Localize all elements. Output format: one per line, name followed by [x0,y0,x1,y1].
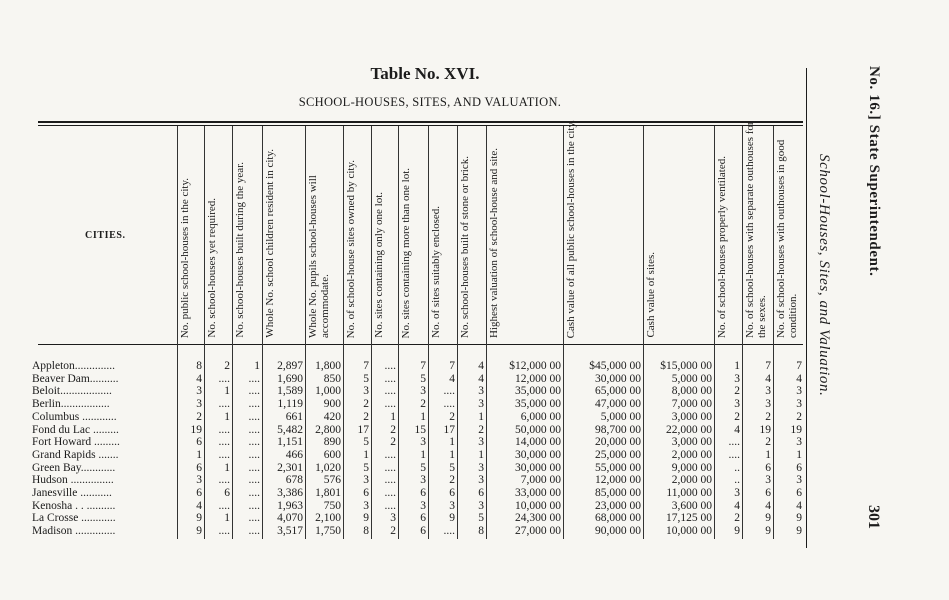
table-cell: .... [384,487,396,499]
table-cell: 4 [196,499,202,512]
table-row [32,512,812,524]
city-name: Fond du Lac ......... [32,423,119,436]
table-cell: 6 [449,487,455,499]
table-cell: 2,100 [315,512,341,525]
table-cell: 6 [420,487,426,499]
table-cell: .... [218,499,230,512]
table-cell: 1,119 [277,398,303,411]
top-rule [38,121,803,123]
table-cell: 4,070 [277,512,303,525]
table-cell: 8,000 00 [671,385,712,398]
table-cell: 4 [449,372,455,385]
section-title: School-Houses, Sites, and Valuation. [816,154,832,397]
table-cell: 3 [390,512,396,525]
table-cell: 1 [196,448,202,461]
table-cell: 4 [796,372,802,385]
table-cell: 2 [390,436,396,449]
table-cell: $15,000 00 [660,360,712,372]
table-cell: 661 [285,410,303,423]
table-cell: 466 [285,448,303,461]
table-cell: 50,000 00 [515,423,561,436]
table-cell: 2 [734,410,740,423]
table-cell: 3,517 [277,525,303,538]
table-cell: 2 [765,410,771,423]
table-cell: 6 [196,487,202,499]
table-cell: 25,000 00 [595,448,641,461]
table-cell: 2,301 [277,461,303,474]
table-cell: .... [443,385,455,398]
table-cell: 20,000 00 [595,436,641,449]
table-cell: 3 [420,385,426,398]
cities-column-header: CITIES. [85,230,126,241]
table-cell: 3 [478,398,484,411]
city-name: Kenosha . . .......... [32,499,116,512]
table-cell: 1,589 [277,385,303,398]
table-row [32,462,812,474]
column-header: No. school-houses yet required. [206,198,218,338]
column-header: No. of school-houses with separate outhouses for the sexes. [744,121,768,338]
city-name: La Crosse ............ [32,512,116,525]
table-cell: 4 [765,499,771,512]
table-row [32,436,812,448]
city-name: Berlin................. [32,398,110,411]
table-cell: 1 [478,410,484,423]
table-cell: 2 [363,410,369,423]
table-cell: .... [384,372,396,385]
table-cell: 24,300 00 [515,512,561,525]
table-row [32,411,812,423]
table-cell: 23,000 00 [595,499,641,512]
table-row [32,385,812,397]
table-cell: 2 [734,512,740,525]
table-cell: 3 [363,385,369,398]
city-name: Beaver Dam.......... [32,372,119,385]
column-header: No. of school-houses with outhouses in good condition. [775,139,799,338]
table-cell: 2 [390,525,396,538]
city-name: Janesville ........... [32,487,112,499]
table-cell: 1 [734,360,740,372]
table-cell: 33,000 00 [515,487,561,499]
table-cell: 3 [449,499,455,512]
table-cell: 14,000 00 [515,436,561,449]
table-row [32,525,812,537]
table-cell: .... [248,436,260,449]
table-cell: 2 [796,410,802,423]
table-cell: 1,151 [277,436,303,449]
table-cell: 3,386 [277,487,303,499]
table-cell: 2,800 [315,423,341,436]
table-row [32,373,812,385]
city-name: Beloit.................. [32,385,112,398]
table-cell: 11,000 00 [666,487,712,499]
table-cell: 2 [449,410,455,423]
table-cell: 3 [734,487,740,499]
table-cell: 1 [390,410,396,423]
table-cell: 600 [323,448,341,461]
table-cell: 12,000 00 [595,474,641,487]
table-cell: .... [384,499,396,512]
table-cell: 7 [449,360,455,372]
table-cell: 47,000 00 [595,398,641,411]
column-header: No. sites containing only one lot. [373,192,385,338]
table-cell: 9 [734,525,740,538]
table-cell: 3 [196,385,202,398]
table-cell: 2 [449,474,455,487]
table-cell: 30,000 00 [515,448,561,461]
table-cell: 1 [224,461,230,474]
table-cell: 3 [363,499,369,512]
city-name: Columbus ............ [32,410,117,423]
table-cell: 3 [420,499,426,512]
table-cell: 3,000 00 [671,410,712,423]
table-cell: 4 [734,423,740,436]
table-cell: .... [218,525,230,538]
table-row [32,500,812,512]
table-cell: 5 [363,461,369,474]
table-cell: 2 [478,423,484,436]
table-cell: 3 [796,398,802,411]
table-cell: 1,690 [277,372,303,385]
table-cell: 5 [420,372,426,385]
table-cell: 4 [478,372,484,385]
table-cell: .... [728,448,740,461]
table-cell: 576 [323,474,341,487]
table-row [32,474,812,486]
table-cell: 6 [765,461,771,474]
table-cell: 7,000 00 [671,398,712,411]
table-cell: 2,000 00 [671,474,712,487]
table-cell: 1 [224,385,230,398]
table-cell: 19 [759,423,771,436]
table-cell: 30,000 00 [515,461,561,474]
table-cell: 9 [765,525,771,538]
table-cell: 9 [765,512,771,525]
table-cell: 9 [363,512,369,525]
table-cell: 10,000 00 [666,525,712,538]
table-cell: 7,000 00 [520,474,561,487]
table-cell: $12,000 00 [509,360,561,372]
table-cell: .... [218,398,230,411]
table-cell: 3 [765,385,771,398]
table-cell: .... [218,436,230,449]
table-cell: 5 [420,461,426,474]
table-cell: 9 [196,512,202,525]
table-cell: 3 [796,474,802,487]
table-cell: 3 [796,385,802,398]
table-cell: 3 [478,436,484,449]
table-cell: 68,000 00 [595,512,641,525]
table-cell: .... [248,512,260,525]
table-cell: 5 [363,372,369,385]
header-bottom-rule [38,344,803,345]
table-cell: 6 [196,436,202,449]
column-header: No. sites containing more than one lot. [400,167,412,338]
table-cell: 900 [323,398,341,411]
table-cell: .... [384,398,396,411]
table-cell: 5,000 00 [671,372,712,385]
table-cell: 8 [478,525,484,538]
column-header: Whole No. pupils school-houses will accommodate. [307,175,331,338]
table-cell: 678 [285,474,303,487]
table-cell: 8 [363,525,369,538]
column-header: No. public school-houses in the city. [179,177,191,338]
table-row [32,360,812,372]
page-number: 301 [865,505,882,529]
table-cell: 3 [420,436,426,449]
running-title: No. 16.] State Superintendent. [866,66,882,277]
column-header: No. school-houses built of stone or brick. [459,155,471,338]
table-cell: 2 [390,423,396,436]
table-cell: 6 [478,487,484,499]
table-cell: .... [248,461,260,474]
table-cell: 12,000 00 [515,372,561,385]
table-cell: 7 [420,360,426,372]
table-cell: 27,000 00 [515,525,561,538]
table-cell: 1,800 [315,360,341,372]
table-cell: 3 [363,474,369,487]
table-cell: 2 [734,385,740,398]
top-rule-thin [38,125,803,126]
table-cell: 35,000 00 [515,398,561,411]
table-cell: 3 [734,398,740,411]
column-header: No. of sites suitably enclosed. [430,206,442,338]
table-cell: 850 [323,372,341,385]
table-cell: 3 [196,474,202,487]
table-cell: 1,020 [315,461,341,474]
table-cell: 6 [796,461,802,474]
table-cell: 6 [765,487,771,499]
city-name: Hudson ............... [32,474,114,487]
table-cell: 19 [790,423,802,436]
table-row [32,449,812,461]
table-cell: .... [248,525,260,538]
table-cell: 90,000 00 [595,525,641,538]
table-cell: .... [218,423,230,436]
table-cell: 17,125 00 [666,512,712,525]
table-cell: 2 [196,410,202,423]
table-cell: 1 [224,410,230,423]
table-cell: 4 [765,372,771,385]
table-cell: .. [734,474,740,487]
table-cell: 9,000 00 [671,461,712,474]
table-cell: .... [443,525,455,538]
table-cell: .... [218,474,230,487]
table-cell: 7 [363,360,369,372]
table-cell: 4 [196,372,202,385]
table-row [32,487,812,499]
table-cell: 1,963 [277,499,303,512]
table-cell: 10,000 00 [515,499,561,512]
table-cell: 6 [224,487,230,499]
table-cell: .... [248,487,260,499]
column-header: No. school-houses built during the year. [234,162,246,338]
table-cell: 5 [449,461,455,474]
city-name: Grand Rapids ....... [32,448,119,461]
table-cell: 55,000 00 [595,461,641,474]
table-cell: 420 [323,410,341,423]
table-cell: 17 [443,423,455,436]
table-cell: 5 [363,436,369,449]
table-cell: .... [248,499,260,512]
table-cell: 3 [796,436,802,449]
table-cell: .... [248,448,260,461]
table-cell: 9 [796,512,802,525]
table-cell: .... [248,410,260,423]
table-cell: 7 [765,360,771,372]
table-cell: 8 [196,360,202,372]
table-cell: 1 [449,448,455,461]
table-cell: 3 [478,499,484,512]
table-cell: 1,750 [315,525,341,538]
table-cell: .... [384,360,396,372]
table-cell: 65,000 00 [595,385,641,398]
table-cell: .... [248,385,260,398]
column-header: No. of school-house sites owned by city. [345,159,357,338]
table-cell: .... [384,474,396,487]
table-cell: 1 [478,448,484,461]
table-title: Table No. XVI. [370,64,480,83]
table-cell: .... [248,398,260,411]
column-header: Cash value of all public school-houses in the city. [565,119,577,338]
table-cell: 1 [765,448,771,461]
table-cell: 3 [765,474,771,487]
column-header: Whole No. school children resident in city. [264,149,276,338]
table-cell: 1 [796,448,802,461]
table-cell: 2 [363,398,369,411]
table-cell: 6,000 00 [520,410,561,423]
table-cell: 30,000 00 [595,372,641,385]
city-name: Madison .............. [32,525,116,538]
column-header: No. of school-houses properly ventilated. [716,155,728,338]
table-cell: 3 [196,398,202,411]
table-cell: .... [248,372,260,385]
table-cell: 98,700 00 [595,423,641,436]
table-cell: 2 [765,436,771,449]
table-cell: 1 [254,360,260,372]
table-row [32,424,812,436]
table-cell: 5 [478,512,484,525]
table-cell: .... [218,372,230,385]
table-cell: 2 [420,398,426,411]
table-cell: 4 [478,360,484,372]
table-cell: 6 [796,487,802,499]
table-cell: 19 [190,423,202,436]
table-cell: 6 [420,512,426,525]
table-cell: 6 [420,525,426,538]
table-cell: $45,000 00 [589,360,641,372]
table-cell: 3 [765,398,771,411]
table-cell: 4 [734,499,740,512]
city-name: Appleton.............. [32,360,116,372]
table-cell: 1 [420,410,426,423]
table-cell: .... [218,448,230,461]
table-cell: 3,000 00 [671,436,712,449]
table-cell: 2 [224,360,230,372]
table-cell: 3 [478,461,484,474]
table-cell: 1,000 [315,385,341,398]
table-cell: 17 [357,423,369,436]
table-cell: 9 [196,525,202,538]
table-cell: .... [728,436,740,449]
right-border-rule [806,68,807,548]
table-cell: 9 [449,512,455,525]
table-cell: 1 [224,512,230,525]
table-cell: 85,000 00 [595,487,641,499]
table-cell: 3 [420,474,426,487]
table-cell: .... [384,385,396,398]
table-cell: 22,000 00 [666,423,712,436]
table-cell: 1,801 [315,487,341,499]
table-cell: .... [384,448,396,461]
table-cell: .. [734,461,740,474]
table-cell: 3 [734,372,740,385]
table-cell: .... [248,423,260,436]
table-cell: .... [384,461,396,474]
column-header: Cash value of sites. [645,252,657,338]
table-cell: .... [443,398,455,411]
table-cell: 9 [796,525,802,538]
table-cell: 3,600 00 [671,499,712,512]
table-cell: 2,897 [277,360,303,372]
table-cell: 1 [363,448,369,461]
table-cell: 6 [196,461,202,474]
table-cell: 6 [363,487,369,499]
city-name: Green Bay............ [32,461,116,474]
table-cell: 1 [420,448,426,461]
table-row [32,398,812,410]
table-cell: 7 [796,360,802,372]
table-cell: 5,482 [277,423,303,436]
column-header: Highest valuation of school-house and site. [488,147,500,338]
table-cell: 3 [478,474,484,487]
table-cell: 4 [796,499,802,512]
table-cell: 750 [323,499,341,512]
table-cell: 3 [478,385,484,398]
table-cell: .... [248,474,260,487]
table-subtitle: SCHOOL-HOUSES, SITES, AND VALUATION. [298,95,562,109]
table-cell: 15 [414,423,426,436]
table-cell: 1 [449,436,455,449]
table-cell: 2,000 00 [671,448,712,461]
city-name: Fort Howard ......... [32,436,120,449]
table-cell: 35,000 00 [515,385,561,398]
table-cell: 890 [323,436,341,449]
table-cell: 5,000 00 [600,410,641,423]
